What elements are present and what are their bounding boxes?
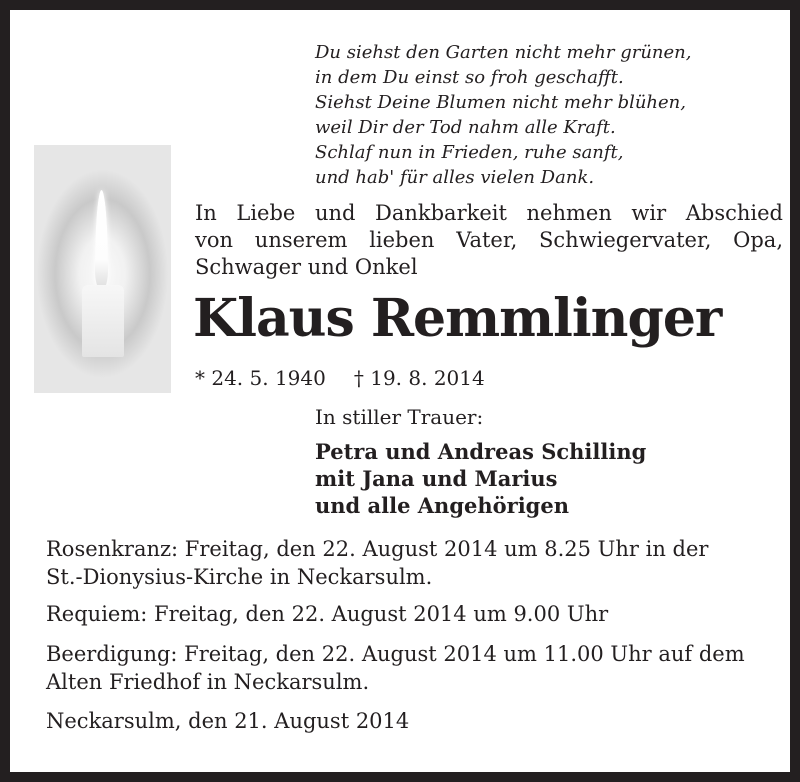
family-line: und alle Angehörigen: [315, 493, 569, 518]
mourning-label: In stiller Trauer:: [315, 405, 484, 429]
family-names: [315, 438, 646, 519]
requiem-info: Requiem: Freitag, den 22. August 2014 um 9.00 Uhr: [46, 602, 609, 626]
poem-line: weil Dir der Tod nahm alle Kraft.: [315, 117, 616, 138]
rosary-info: [46, 535, 708, 591]
family-line: mit Jana und Marius: [315, 466, 558, 491]
rosary-line: St.-Dionysius-Kirche in Neckarsulm.: [46, 565, 433, 589]
poem-line: in dem Du einst so froh geschafft.: [315, 67, 624, 88]
death-date: † 19. 8. 2014: [353, 366, 485, 390]
burial-info: [46, 640, 745, 696]
birth-date: * 24. 5. 1940: [195, 366, 326, 390]
family-line: Petra und Andreas Schilling: [315, 439, 647, 464]
poem: [315, 40, 691, 190]
candle-image: [34, 145, 171, 393]
poem-line: Siehst Deine Blumen nicht mehr blühen,: [315, 92, 686, 113]
intro-line: Schwager und Onkel: [195, 255, 418, 279]
intro-text: [195, 200, 783, 281]
burial-line: Beerdigung: Freitag, den 22. August 2014 um 11.00 Uhr auf dem: [46, 642, 745, 666]
intro-line: In Liebe und Dankbarkeit nehmen wir Abschied: [195, 201, 783, 225]
intro-line: von unserem lieben Vater, Schwiegervater, Opa,: [195, 228, 783, 252]
candle-wax-icon: [82, 285, 124, 357]
deceased-name: Klaus Remmlinger: [193, 288, 722, 349]
candle-flame-icon: [95, 190, 108, 290]
life-dates: [195, 366, 485, 390]
place-date: Neckarsulm, den 21. August 2014: [46, 709, 410, 733]
rosary-line: Rosenkranz: Freitag, den 22. August 2014 um 8.25 Uhr in der: [46, 537, 709, 561]
poem-line: Du siehst den Garten nicht mehr grünen,: [315, 42, 692, 63]
poem-line: und hab' für alles vielen Dank.: [315, 167, 595, 188]
poem-line: Schlaf nun in Frieden, ruhe sanft,: [315, 142, 624, 163]
burial-line: Alten Friedhof in Neckarsulm.: [46, 670, 370, 694]
